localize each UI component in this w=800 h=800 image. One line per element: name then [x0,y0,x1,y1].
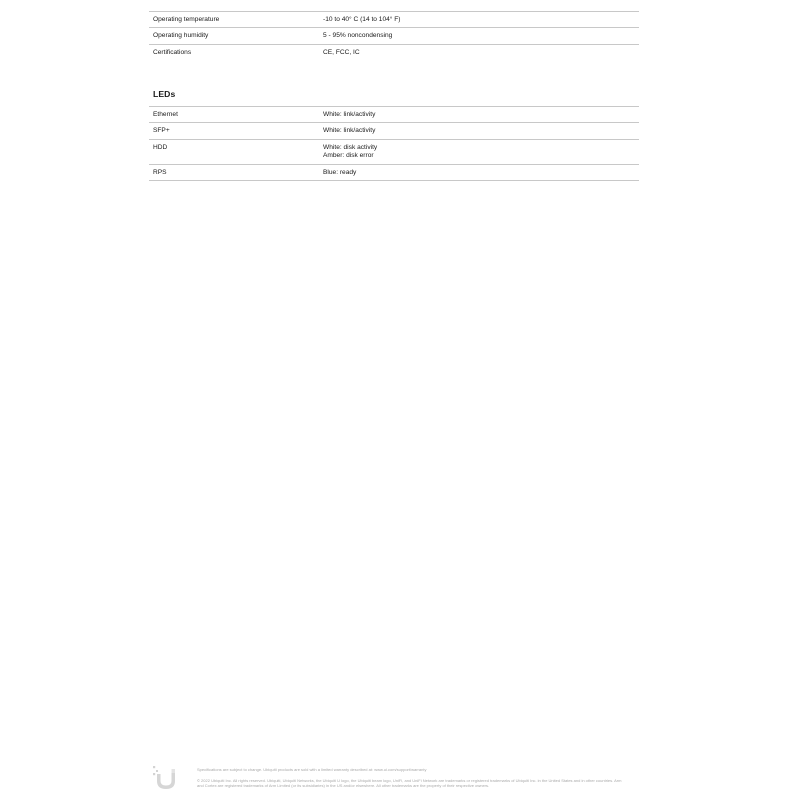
led-value-line: White: disk activity [323,143,378,151]
spec-value: -10 to 40° C (14 to 104° F) [319,12,639,28]
environment-spec-table [149,11,639,60]
led-value-line: Amber: disk error [323,152,374,160]
leds-spec-table [149,106,639,181]
led-value-line: White: link/activity [323,127,376,135]
page-footer [150,764,640,796]
led-label: Ethernet [149,107,319,123]
led-value [319,164,639,180]
led-value [319,139,639,164]
led-row-hdd [149,139,639,164]
led-label: RPS [149,164,319,180]
led-value [319,123,639,139]
led-value [319,107,639,123]
led-row-sfp-plus [149,123,639,139]
spec-label: Operating humidity [149,28,319,44]
spec-row-operating-humidity [149,28,639,44]
ubiquiti-u-logo-icon [150,764,186,792]
led-label: HDD [149,139,319,164]
led-row-ethernet [149,107,639,123]
led-value-line: White: link/activity [323,111,376,118]
led-row-rps [149,164,639,180]
led-label: SFP+ [149,123,319,139]
leds-section-title: LEDs [153,89,176,99]
led-value-line: Blue: ready [323,168,357,176]
footer-copyright: © 2022 Ubiquiti Inc. All rights reserved. Ubiquiti, Ubiquiti Networks, the Ubiquiti U logo, the Ubiquiti beam logo, UniFi, and UniFi Network are trademarks or registered trademarks of Ubiquiti Inc. in the United States and in other countries. Arm and Cortex are registered trademarks of Arm Limited (or its subsidiaries) in the US and/or elsewhere. All other trademarks are the property of their respective owners. [197,778,622,788]
footer-disclaimer: Specifications are subject to change. Ubiquiti products are sold with a limited warranty described at: www.ui.com/support/warranty [197,767,427,772]
spec-label: Operating temperature [149,12,319,28]
spec-row-operating-temperature [149,12,639,28]
spec-label: Certifications [149,44,319,60]
spec-value: 5 - 95% noncondensing [319,28,639,44]
spec-value: CE, FCC, IC [319,44,639,60]
spec-row-certifications [149,44,639,60]
